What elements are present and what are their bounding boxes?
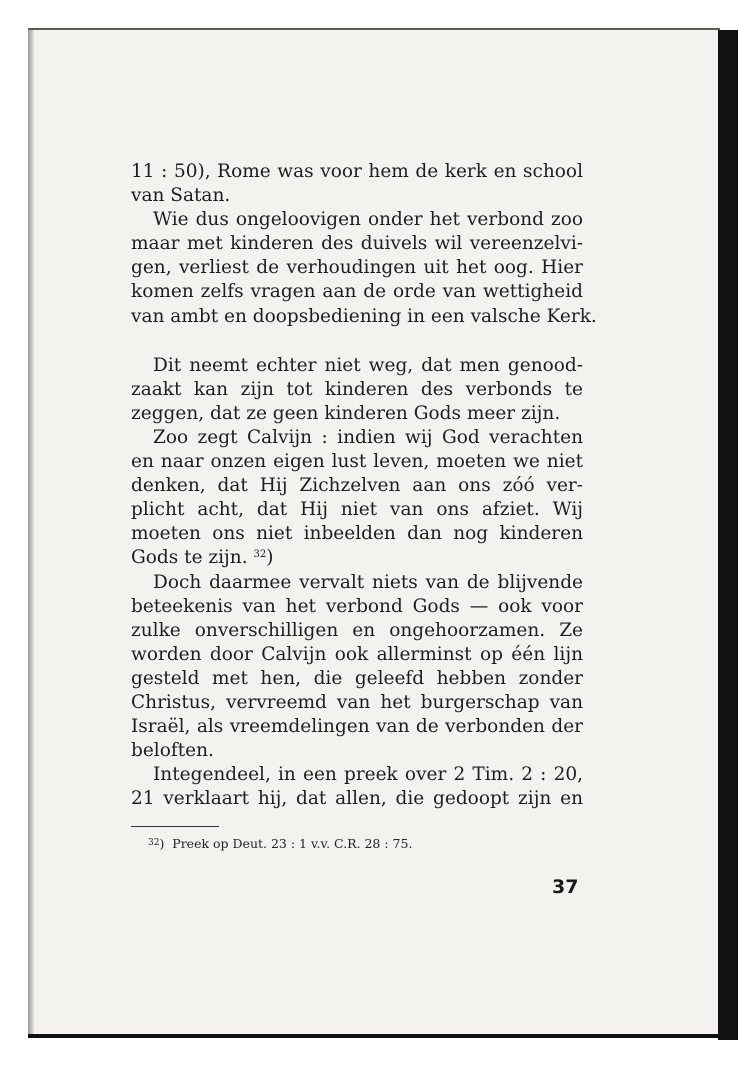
body-text	[131, 160, 597, 811]
footnote-text: Preek op Deut. 23 : 1 v.v. C.R. 28 : 75.	[172, 836, 413, 851]
body-line: worden door Calvijn ook allerminst op één lijn	[131, 643, 583, 665]
body-line: Zoo zegt Calvijn : indien wij God verachten	[153, 426, 583, 448]
footnote-reference: 32	[253, 549, 267, 561]
body-line: en naar onzen eigen lust leven, moeten we niet	[131, 451, 583, 473]
page-right-edge	[718, 30, 738, 1040]
body-line: van Satan.	[131, 185, 231, 207]
body-line: gen, verliest de verhoudingen uit het oog. Hier	[131, 257, 583, 279]
body-line: zeggen, dat ze geen kinderen Gods meer zijn.	[131, 402, 561, 424]
footnote-divider	[131, 826, 219, 827]
body-line: Integendeel, in een preek over 2 Tim. 2 : 20,	[153, 764, 583, 786]
page-number: 37	[552, 876, 579, 898]
body-line: zaakt kan zijn tot kinderen des verbonds te	[131, 378, 583, 400]
body-line: plicht acht, dat Hij niet van ons afziet. Wij	[131, 499, 583, 521]
page-bottom-edge	[28, 1034, 722, 1038]
footnote-marker-paren: )	[159, 836, 165, 851]
body-line: 11 : 50), Rome was voor hem de kerk en school	[131, 161, 583, 182]
body-line: beloften.	[131, 740, 214, 762]
page-top-edge	[28, 28, 720, 30]
body-line: van ambt en doopsbediening in een valsche Kerk.	[131, 305, 597, 327]
footnote	[148, 836, 412, 851]
footnote-marker: 32	[148, 838, 160, 848]
body-line: Doch daarmee vervalt niets van de blijvende	[153, 571, 583, 593]
body-line: Wie dus ongeloovigen onder het verbond zoo	[153, 209, 583, 231]
body-line: zulke onverschilligen en ongehoorzamen. Ze	[131, 619, 583, 641]
body-line: Dit neemt echter niet weg, dat men genood-	[153, 354, 583, 376]
body-line: beteekenis van het verbond Gods — ook voor	[131, 595, 583, 617]
body-line: denken, dat Hij Zichzelven aan ons zóó ver-	[131, 475, 583, 497]
body-line: 21 verklaart hij, dat allen, die gedoopt zijn en	[131, 788, 583, 810]
body-line: Christus, vervreemd van het burgerschap van	[131, 691, 583, 713]
page-left-edge	[28, 30, 34, 1036]
footnote-reference-paren: )	[266, 547, 274, 569]
body-line: maar met kinderen des duivels wil vereenzelvi-	[131, 233, 583, 255]
body-line: gesteld met hen, die geleefd hebben zonder	[131, 667, 583, 689]
body-line-text: Gods te zijn.	[131, 547, 248, 569]
body-line-with-footnote	[131, 546, 583, 570]
section-break	[131, 329, 583, 354]
body-line: Israël, als vreemdelingen van de verbonden der	[131, 716, 583, 738]
body-line: komen zelfs vragen aan de orde van wettigheid	[131, 281, 583, 303]
body-line: moeten ons niet inbeelden dan nog kinderen	[131, 523, 583, 545]
